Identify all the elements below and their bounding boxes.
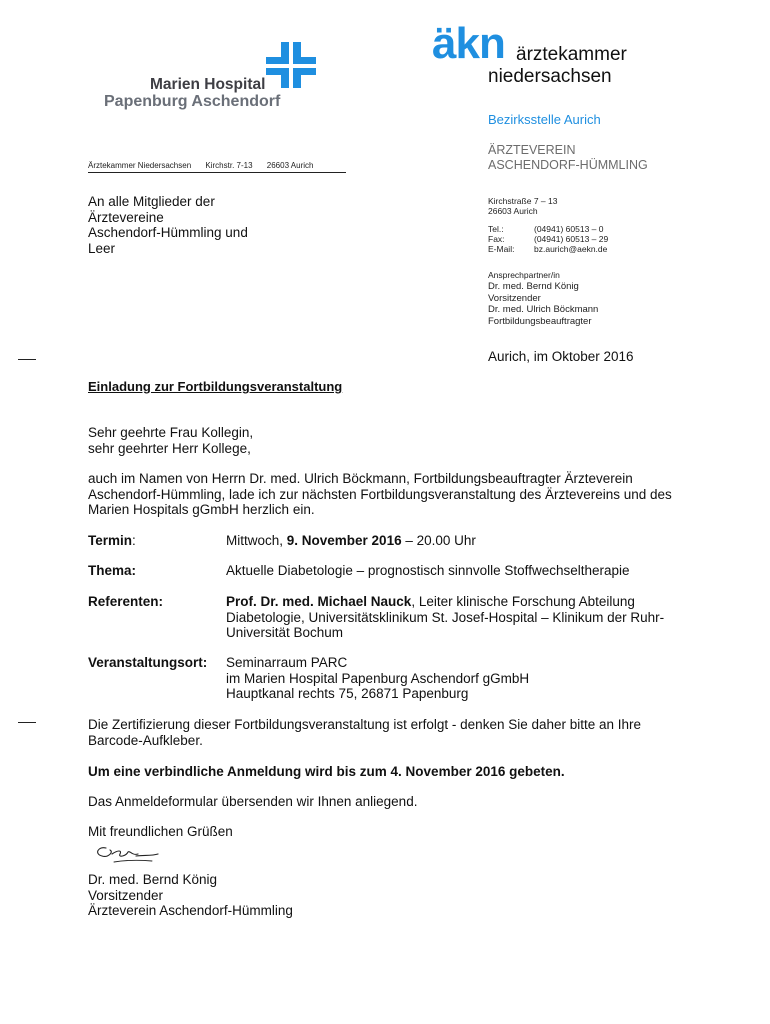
street: Kirchstraße 7 – 13 <box>488 196 558 206</box>
referenten-value <box>226 594 698 641</box>
recipient-line: Aschendorf-Hümmling und <box>88 225 248 240</box>
certification-paragraph: Die Zertifizierung dieser Fortbildungsveranstaltung ist erfolgt - denken Sie daher bitte an Ihre Barcode-Aufkleber. <box>88 717 642 748</box>
tel-label: Tel.: <box>488 224 504 234</box>
termin-colon: : <box>132 533 136 548</box>
aerzteverein-heading-line2: ASCHENDORF-HÜMMLING <box>488 158 648 172</box>
fold-mark-top <box>18 359 36 360</box>
termin-label-wrap <box>88 533 226 549</box>
fax-label: Fax: <box>488 234 505 244</box>
veranstaltungsort-value <box>226 655 698 702</box>
salutation-line-1: Sehr geehrte Frau Kollegin, <box>88 425 254 440</box>
termin-time: – 20.00 Uhr <box>401 533 476 548</box>
termin-value <box>226 533 698 549</box>
tel-value: (04941) 60513 – 0 <box>534 224 604 234</box>
contact-persons <box>488 281 598 327</box>
aerzteverein-heading-line1: ÄRZTEVEREIN <box>488 143 576 157</box>
marien-hospital-subline: Papenburg Aschendorf <box>104 93 281 110</box>
form-note: Das Anmeldeformular übersenden wir Ihnen anliegend. <box>88 794 418 809</box>
contact-person-line: Vorsitzender <box>488 292 541 304</box>
contact-block <box>488 224 608 254</box>
letter-subject: Einladung zur Fortbildungsveranstaltung <box>88 379 343 394</box>
thema-row <box>88 563 698 579</box>
return-address-street: Kirchstr. 7-13 <box>205 161 253 170</box>
salutation <box>88 425 688 456</box>
ort-line: Hauptkanal rechts 75, 26871 Papenburg <box>226 686 469 701</box>
fold-mark-middle <box>18 722 36 723</box>
termin-label: Termin <box>88 533 133 548</box>
letter-date: Aurich, im Oktober 2016 <box>488 349 634 364</box>
recipient-line: Ärztevereine <box>88 209 164 225</box>
ort-line: Seminarraum PARC <box>226 655 348 670</box>
marien-hospital-cross-logo <box>266 42 316 88</box>
referent-name: Prof. Dr. med. Michael Nauck <box>226 594 412 609</box>
email-value[interactable]: bz.aurich@aekn.de <box>534 244 608 254</box>
contact-person-line: Dr. med. Bernd König <box>488 281 579 292</box>
email-label: E-Mail: <box>488 244 515 254</box>
contact-person-line: Dr. med. Ulrich Böckmann <box>488 304 599 315</box>
tel-row <box>488 224 608 234</box>
closing: Mit freundlichen Grüßen <box>88 824 233 839</box>
aekn-logo-line1: ärztekammer <box>516 44 627 65</box>
recipient-line: Leer <box>88 240 116 256</box>
referenten-label: Referenten: <box>88 594 164 609</box>
marien-hospital-name: Marien Hospital <box>150 76 266 93</box>
fax-row <box>488 234 608 244</box>
return-address-city: 26603 Aurich <box>266 161 314 170</box>
return-address-org: Ärztekammer Niedersachsen <box>88 161 192 170</box>
termin-row <box>88 533 698 549</box>
termin-date: 9. November 2016 <box>286 533 402 548</box>
thema-value: Aktuelle Diabetologie – prognostisch sinnvolle Stoffwechseltherapie <box>226 563 630 578</box>
aekn-logo-mark: äkn <box>432 19 505 68</box>
address-block <box>488 196 557 216</box>
veranstaltungsort-label: Veranstaltungsort: <box>88 655 208 670</box>
registration-note: Um eine verbindliche Anmeldung wird bis zum 4. November 2016 gebeten. <box>88 764 565 779</box>
intro-paragraph: auch im Namen von Herrn Dr. med. Ulrich Böckmann, Fortbildungsbeauftragter Ärzteverein Aschendorf-Hümmling, lade ich zur nächsten Fortbildungsveranstaltung des Ärztevereins und des Marien Hospitals gGmbH herzlich ein. <box>88 471 672 517</box>
salutation-line-2: sehr geehrter Herr Kollege, <box>88 440 251 456</box>
referent-details: , Leiter klinische Forschung Abteilung Diabetologie, Universitätsklinikum St. Josef-Hospital – Klinikum der Ruhr-Universität Bochum <box>226 594 665 640</box>
recipient-line: An alle Mitglieder der <box>88 194 215 209</box>
fax-value: (04941) 60513 – 29 <box>534 234 609 244</box>
recipient-block <box>88 194 288 256</box>
termin-weekday: Mittwoch, <box>226 533 287 548</box>
referenten-row <box>88 594 698 641</box>
email-row <box>488 244 608 254</box>
signer-line: Dr. med. Bernd König <box>88 872 218 887</box>
ort-line: im Marien Hospital Papenburg Aschendorf gGmbH <box>226 670 530 686</box>
aekn-logo-line2: niedersachsen <box>488 66 612 87</box>
handwritten-signature <box>92 838 164 870</box>
contact-person-line: Fortbildungsbeauftragter <box>488 315 592 327</box>
return-address-line <box>88 161 346 173</box>
veranstaltungsort-row <box>88 655 698 702</box>
bezirksstelle-heading: Bezirksstelle Aurich <box>488 112 601 127</box>
signer-block <box>88 872 688 919</box>
contact-person-label: Ansprechpartner/in <box>488 270 560 280</box>
signer-line: Ärzteverein Aschendorf-Hümmling <box>88 903 293 918</box>
signer-line: Vorsitzender <box>88 887 164 903</box>
city: 26603 Aurich <box>488 206 538 216</box>
thema-label: Thema: <box>88 563 137 578</box>
